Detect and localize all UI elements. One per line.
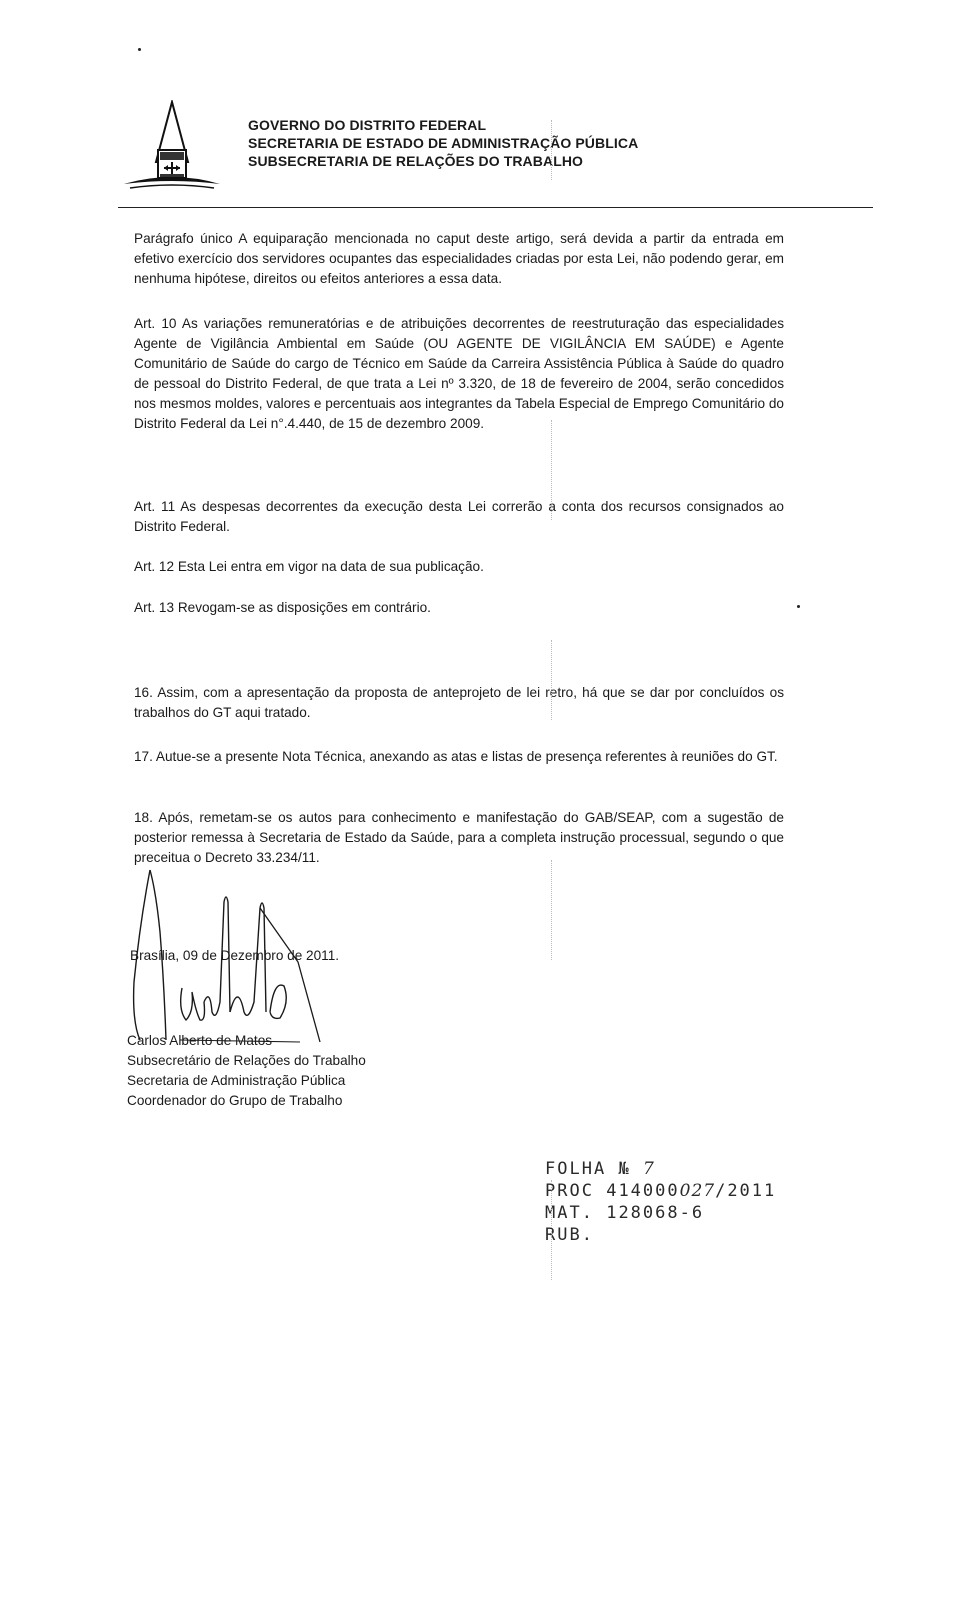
letterhead bbox=[248, 116, 638, 170]
article-13: Art. 13 Revogam-se as disposições em contrário. bbox=[134, 600, 431, 615]
signatory-title-1: Subsecretário de Relações do Trabalho bbox=[127, 1053, 366, 1068]
item-18: 18. Após, remetam-se os autos para conhecimento e manifestação do GAB/SEAP, com a sugestão de posterior remessa à Secretaria de Estado da Saúde, para a completa instrução processual, segundo o que preceitua o Decreto 33.234/11. bbox=[134, 810, 784, 865]
article-11: Art. 11 As despesas decorrentes da execução desta Lei correrão a conta dos recursos consignados ao Distrito Federal. bbox=[134, 499, 784, 534]
stamp-proc-row bbox=[545, 1180, 776, 1202]
process-stamp bbox=[545, 1158, 776, 1246]
stamp-proc-number-end: /2011 bbox=[715, 1181, 777, 1201]
scan-speck bbox=[797, 605, 800, 608]
header-divider bbox=[118, 207, 873, 208]
scan-artifact-line bbox=[551, 860, 552, 960]
signatory-block bbox=[127, 1031, 366, 1111]
item-16: 16. Assim, com a apresentação da proposta de anteprojeto de lei retro, há que se dar por concluídos os trabalhos do GT aqui tratado. bbox=[134, 685, 784, 720]
header-subsecretariat: SUBSECRETARIA DE RELAÇÕES DO TRABALHO bbox=[248, 153, 584, 169]
header-secretariat: SECRETARIA DE ESTADO DE ADMINISTRAÇÃO PÚBLICA bbox=[248, 135, 639, 151]
stamp-rub-label: RUB. bbox=[545, 1225, 594, 1245]
stamp-folha-no-label: № bbox=[618, 1159, 631, 1179]
article-12: Art. 12 Esta Lei entra em vigor na data de sua publicação. bbox=[134, 559, 484, 574]
stamp-mat-number: 128068-6 bbox=[606, 1203, 705, 1223]
signatory-title-2: Secretaria de Administração Pública bbox=[127, 1073, 346, 1088]
stamp-folha-row bbox=[545, 1158, 776, 1180]
stamp-proc-label: PROC bbox=[545, 1181, 594, 1201]
stamp-rub-row bbox=[545, 1224, 776, 1246]
stamp-folha-label: FOLHA bbox=[545, 1159, 607, 1179]
stamp-proc-number-start: 414000 bbox=[606, 1181, 680, 1201]
stamp-folha-number: 7 bbox=[642, 1159, 655, 1179]
handwritten-signature bbox=[120, 862, 350, 1047]
item-17: 17. Autue-se a presente Nota Técnica, anexando as atas e listas de presença referentes à reuniões do GT. bbox=[134, 749, 778, 764]
paragrafo-unico: Parágrafo único A equiparação mencionada no caput deste artigo, será devida a partir da entrada em efetivo exercício dos servidores ocupantes das especialidades criadas por esta Lei, não podendo gerar, em nenhuma hipótese, direitos ou efeitos anteriores a essa data. bbox=[134, 231, 784, 286]
scan-artifact-line bbox=[551, 1180, 552, 1280]
scan-artifact-line bbox=[551, 120, 552, 180]
date-line: Brasília, 09 de Dezembro de 2011. bbox=[130, 948, 340, 963]
stamp-mat-row bbox=[545, 1202, 776, 1224]
brasilia-coat-of-arms-icon bbox=[122, 100, 222, 200]
signatory-name: Carlos Alberto de Matos bbox=[127, 1033, 273, 1048]
article-10: Art. 10 As variações remuneratórias e de atribuições decorrentes de reestruturação das especialidades Agente de Vigilância Ambiental em Saúde (OU AGENTE DE VIGILÂNCIA EM SAÚDE) e Agente Comunitário de Saúde do cargo de Técnico em Saúde da Carreira Assistência Pública à Saúde do quadro de pessoal do Distrito Federal, de que trata a Lei nº 3.320, de 18 de fevereiro de 2004, serão concedidos nos mesmos moldes, valores e percentuais aos integrantes da Tabela Especial de Emprego Comunitário do Distrito Federal da Lei n°.4.440, de 15 de dezembro 2009. bbox=[134, 316, 784, 431]
signatory-title-3: Coordenador do Grupo de Trabalho bbox=[127, 1093, 343, 1108]
header-government: GOVERNO DO DISTRITO FEDERAL bbox=[248, 117, 487, 133]
scan-artifact-line bbox=[551, 420, 552, 520]
stamp-proc-number-hand: 027 bbox=[679, 1181, 716, 1201]
stamp-mat-label: MAT. bbox=[545, 1203, 594, 1223]
scan-artifact-line bbox=[551, 640, 552, 720]
scan-speck bbox=[138, 48, 141, 51]
